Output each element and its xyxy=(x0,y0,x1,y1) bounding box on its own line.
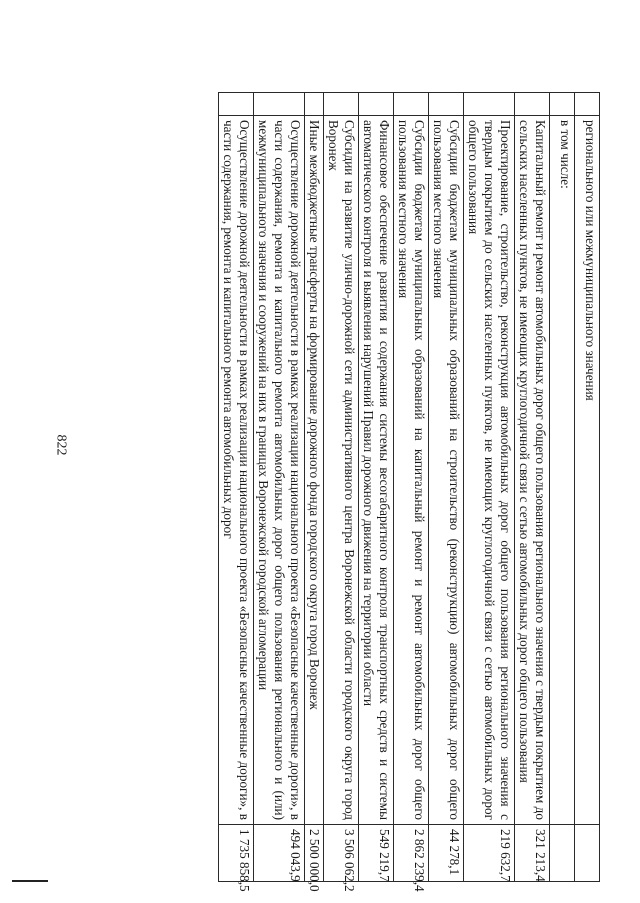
row-name: Субсидии бюджетам муниципальных образований на строительство (реконструкцию) автомобильных дорог общего пользования местного значения xyxy=(429,116,464,825)
row-value: 3 506 062,2 xyxy=(324,825,359,882)
row-value: 494 043,9 xyxy=(254,825,305,882)
row-name: Финансовое обеспечение развития и содержания системы весогабаритного контроля транспортных средств и системы автоматического контроля и выявления нарушений Правил дорожного движения на территории области xyxy=(359,116,394,825)
row-value: 1 735 858,5 xyxy=(219,825,254,882)
row-value xyxy=(575,825,600,882)
row-name: Субсидии бюджетам муниципальных образований на капитальный ремонт и ремонт автомобильных дорог общего пользования местного значения xyxy=(394,116,429,825)
page-number: 822 xyxy=(53,434,69,456)
row-value: 321 213,4 xyxy=(515,825,550,882)
table-row xyxy=(394,93,429,882)
rotated-page-content xyxy=(120,92,600,892)
table-row xyxy=(305,93,324,882)
row-value: 44 278,1 xyxy=(429,825,464,882)
table-row xyxy=(219,93,254,882)
row-name: Иные межбюджетные трансферты на формирование дорожного фонда городского округа город Воронеж xyxy=(305,116,324,825)
row-name: Проектирование, строительство, реконструкция автомобильных дорог общего пользования регионального значения с твердым покрытием до сельских населенных пунктов, не имеющих круглогодичной связи с сетью автомобильных дорог общего пользования xyxy=(464,116,515,825)
row-value: 2 500 000,0 xyxy=(305,825,324,882)
row-name: Капитальный ремонт и ремонт автомобильных дорог общего пользования регионального значения с твердым покрытием до сельских населенных пунктов, не имеющих круглогодичной связи с сетью автомобильных дорог общего пользования xyxy=(515,116,550,825)
row-value: 549 219,7 xyxy=(359,825,394,882)
row-name: Осуществление дорожной деятельности в рамках реализации национального проекта «Безопасные качественные дороги», в части содержания, ремонта и капитального ремонта автомобильных дорог общего пользования регионального и (или) межмуниципального значения и сооружений на них в границах Воронежской городской агломерации xyxy=(254,116,305,825)
budget-table xyxy=(218,92,600,892)
table-row xyxy=(359,93,394,882)
row-name: регионального или межмуниципального значения xyxy=(575,116,600,825)
table-row xyxy=(324,93,359,882)
table-row xyxy=(550,93,575,882)
row-name: в том числе: xyxy=(550,116,575,825)
scan-edge-mark xyxy=(12,880,48,882)
table-row xyxy=(429,93,464,882)
row-name: Субсидии на развитие улично-дорожной сети административного центра Воронежской области городского округа город Воронеж xyxy=(324,116,359,825)
table-row xyxy=(254,93,305,882)
table-row xyxy=(515,93,550,882)
row-name: Осуществление дорожной деятельности в рамках реализации национального проекта «Безопасные качественные дороги», в части содержания, ремонта и капитального ремонта автомобильных дорог xyxy=(219,116,254,825)
row-value: 2 862 239,4 xyxy=(394,825,429,882)
row-value: 219 632,7 xyxy=(464,825,515,882)
row-value xyxy=(550,825,575,882)
table-row xyxy=(575,93,600,882)
table-row xyxy=(464,93,515,882)
